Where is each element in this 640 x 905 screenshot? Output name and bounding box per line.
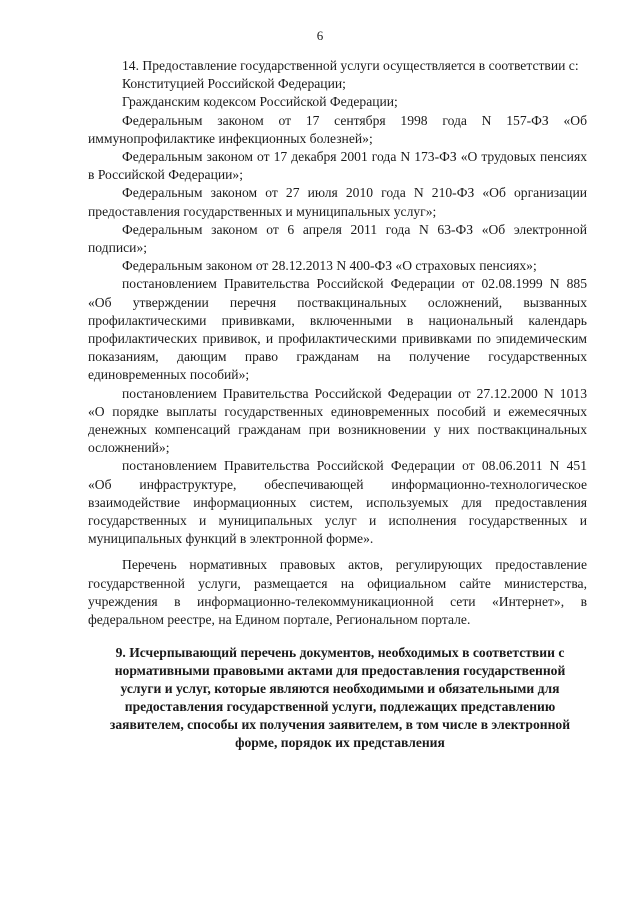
paragraph-law-157: Федеральным законом от 17 сентября 1998 года N 157-ФЗ «Об иммунопрофилактике инфекционных болезней»;: [88, 112, 587, 146]
paragraph-publication: Перечень нормативных правовых актов, регулирующих предоставление государственной услуги, размещается на официальном сайте министерства, учреждения в информационно-телекоммуникационной сети «Интернет», в федеральном реестре, на Едином портале, Региональном портале.: [88, 557, 587, 628]
paragraph-law-400: Федеральным законом от 28.12.2013 N 400-ФЗ «О страховых пенсиях»;: [122, 258, 537, 274]
paragraph-constitution: Конституцией Российской Федерации;: [122, 76, 346, 92]
paragraph-resolution-1013: постановлением Правительства Российской Федерации от 27.12.2000 N 1013 «О порядке выплаты государственных единовременных пособий и ежемесячных денежных компенсаций гражданам при возникновении у них поствакцинальных осложнений»;: [88, 385, 587, 456]
paragraph-item-14-intro: 14. Предоставление государственной услуги осуществляется в соответствии с:: [122, 58, 579, 73]
paragraph-resolution-451: постановлением Правительства Российской Федерации от 08.06.2011 N 451 «Об инфраструктуре, обеспечивающей информационно-технологическое взаимодействие информационных систем, используемых для предоставления государственных и муниципальных услуг и исполнения государственных и муниципальных функций в электронной форме».: [88, 458, 587, 547]
paragraph-law-210: Федеральным законом от 27 июля 2010 года N 210-ФЗ «Об организации предоставления государственных и муниципальных услуг»;: [88, 185, 587, 219]
paragraph-law-173: Федеральным законом от 17 декабря 2001 года N 173-ФЗ «О трудовых пенсиях в Российской Федерации»;: [88, 149, 587, 183]
paragraph-resolution-885: постановлением Правительства Российской Федерации от 02.08.1999 N 885 «Об утверждении перечня поствакцинальных осложнений, вызванных профилактическими прививками, включенными в национальный календарь профилактических прививок, и профилактическими прививками по эпидемическим показаниям, дающим право гражданам на получение государственных единовременных пособий»;: [88, 276, 587, 383]
page-number: 6: [316, 28, 324, 43]
section-heading: 9. Исчерпывающий перечень документов, необходимых в соответствии с нормативными правовыми актами для предоставления государственной услуги и услуг, которые являются необходимыми и обязательными для предоставления государственной услуги, подлежащих представлению заявителем, способы их получения заявителем, в том числе в электронной форме, порядок их представления: [109, 645, 571, 750]
document-body: [88, 57, 587, 629]
paragraph-law-63: Федеральным законом от 6 апреля 2011 года N 63-ФЗ «Об электронной подписи»;: [88, 221, 587, 256]
paragraph-civil-code: Гражданским кодексом Российской Федерации;: [122, 94, 398, 110]
